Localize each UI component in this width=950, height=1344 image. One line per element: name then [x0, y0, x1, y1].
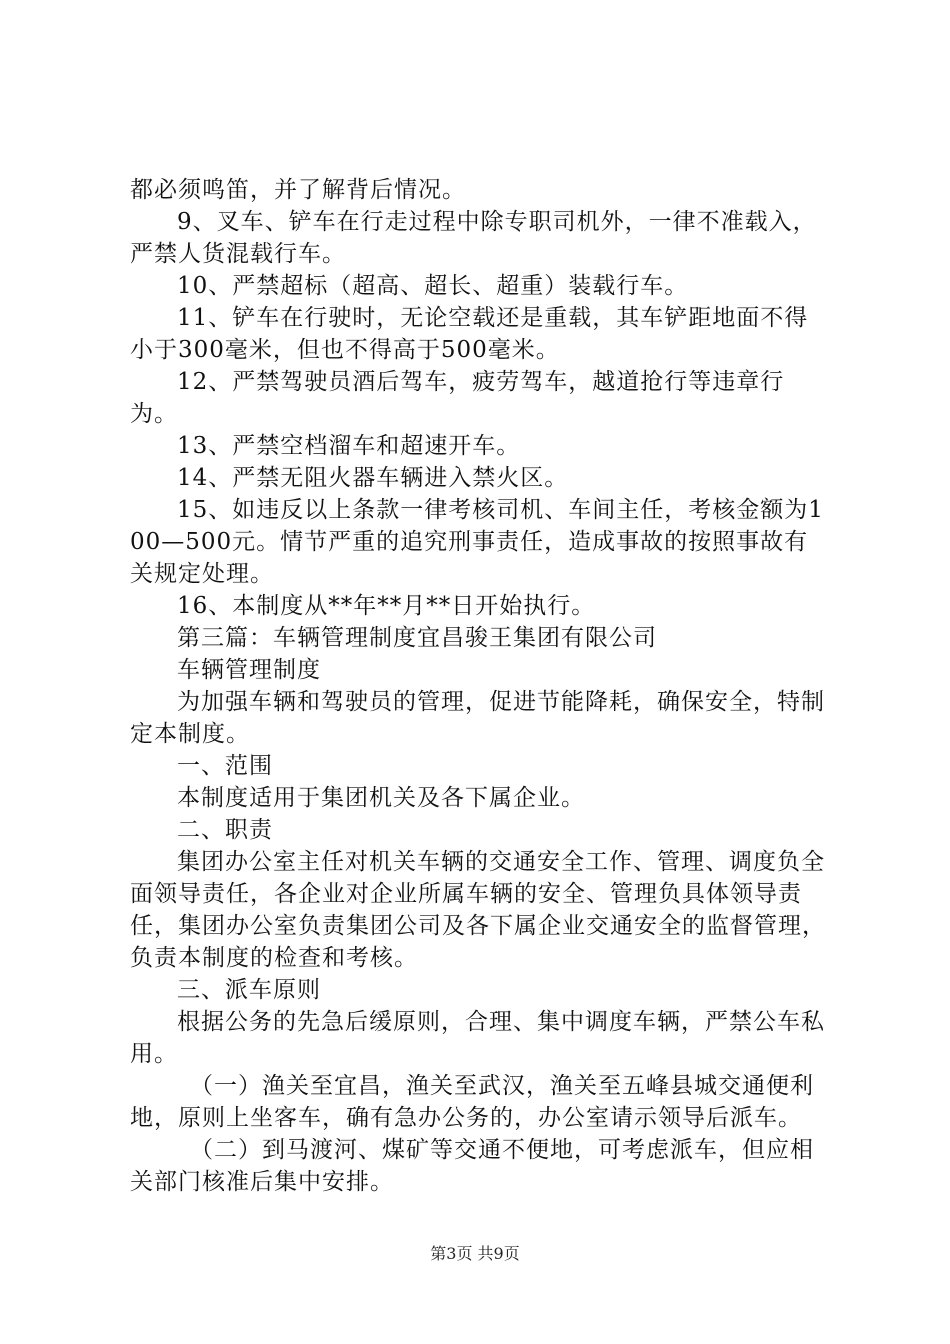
paragraph: （二）到马渡河、煤矿等交通不便地，可考虑派车，但应相关部门核准后集中安排。	[130, 1137, 814, 1195]
section-heading: 第三篇：车辆管理制度宜昌骏王集团有限公司	[177, 625, 657, 651]
paragraph: （一）渔关至宜昌，渔关至武汉，渔关至五峰县城交通便利地，原则上坐客车，确有急办公务的，办公室请示领导后派车。	[130, 1073, 814, 1131]
subheading: 三、派车原则	[177, 977, 321, 1003]
subheading: 一、范围	[177, 753, 273, 779]
paragraph: 集团办公室主任对机关车辆的交通安全工作、管理、调度负全面领导责任，各企业对企业所属车辆的安全、管理负具体领导责任，集团办公室负责集团公司及各下属企业交通安全的监督管理，负责本制度的检查和考核。	[130, 849, 826, 971]
paragraph: 12、严禁驾驶员酒后驾车，疲劳驾车，越道抢行等违章行为。	[130, 369, 785, 427]
paragraph: 本制度适用于集团机关及各下属企业。	[177, 785, 585, 811]
page-number-footer: 第3页 共9页	[430, 1244, 520, 1263]
paragraph: 11、铲车在行驶时，无论空载还是重载，其车铲距地面不得小于300毫米，但也不得高于500毫米。	[130, 305, 809, 363]
document-body	[130, 174, 830, 1198]
section-title: 车辆管理制度	[177, 657, 321, 683]
subheading: 二、职责	[177, 817, 273, 843]
paragraph: 15、如违反以上条款一律考核司机、车间主任，考核金额为100—500元。情节严重的追究刑事责任，造成事故的按照事故有关规定处理。	[130, 497, 824, 587]
paragraph: 根据公务的先急后缓原则，合理、集中调度车辆，严禁公车私用。	[130, 1009, 825, 1067]
paragraph: 都必须鸣笛，并了解背后情况。	[130, 177, 466, 203]
paragraph: 13、严禁空档溜车和超速开车。	[177, 433, 521, 459]
paragraph: 9、叉车、铲车在行走过程中除专职司机外，一律不准载入，严禁人货混载行车。	[130, 209, 817, 267]
paragraph: 10、严禁超标（超高、超长、超重）装载行车。	[177, 273, 689, 299]
paragraph: 16、本制度从**年**月**日开始执行。	[177, 593, 596, 619]
paragraph: 14、严禁无阻火器车辆进入禁火区。	[177, 465, 569, 491]
paragraph: 为加强车辆和驾驶员的管理，促进节能降耗，确保安全，特制定本制度。	[130, 689, 825, 747]
